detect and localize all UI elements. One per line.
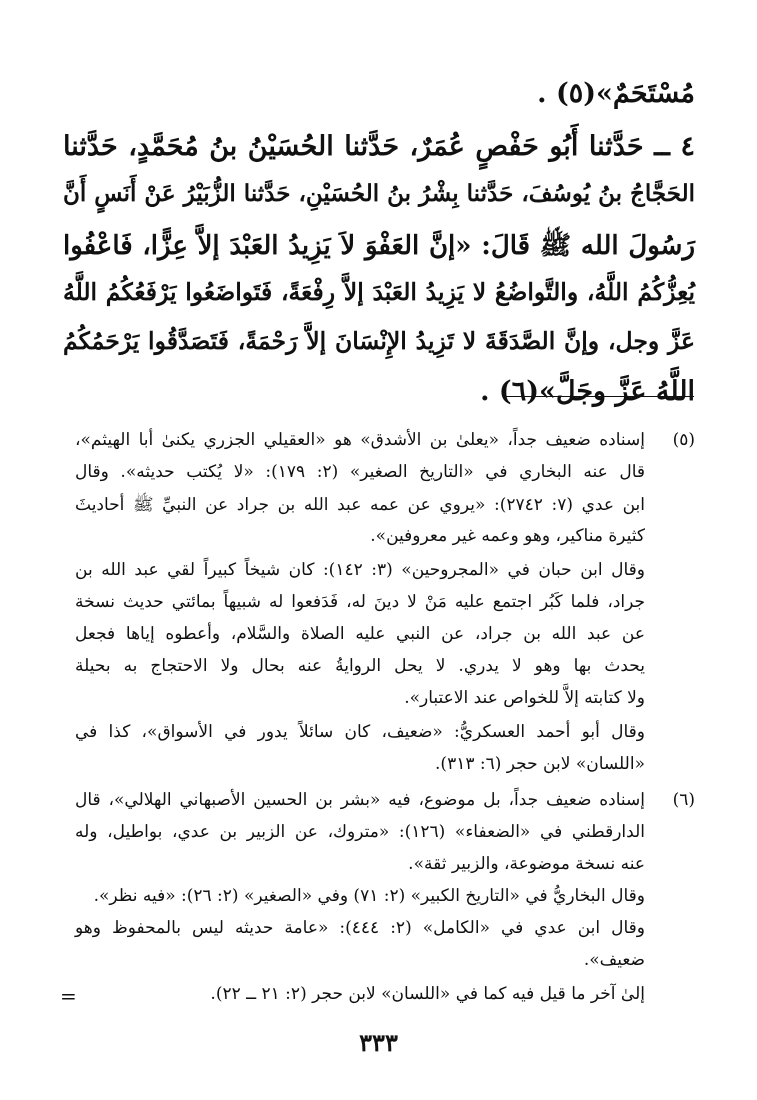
footnote-5-number: (٥) xyxy=(672,430,695,450)
footnote-6-line: عنه نسخة موضوعة، والزبير ثقة». xyxy=(408,854,645,874)
footnote-5-line: عن عبد الله بن جراد، عن النبي عليه الصلاة والسَّلام، وأعطوه إياها فجعل xyxy=(75,624,645,644)
footnote-5-line: وقال ابن حبان في «المجروحين» (٣: ١٤٢): كان شيخاً كبيراً لقي عبد الله بن xyxy=(75,560,645,580)
footnote-5-line: قال عنه البخاري في «التاريخ الصغير» (٢: ١٧٩): «لا يُكتب حديثه». وقال xyxy=(75,462,646,482)
footnote-5-line: يحدث بها وهو لا يدري. لا يحل الروايةُ عنه بحال ولا الاحتجاج به بحيلة xyxy=(75,656,645,676)
footnote-6-line: وقال ابن عدي في «الكامل» (٢: ٤٤٤): «عامة حديثه ليس بالمحفوظ وهو xyxy=(75,918,645,938)
footnote-5-line: ابن عدي (٧: ٢٧٤٢): «يروي عن عمه عبد الله بن جراد عن النبيِّ ﷺ أحاديثَ xyxy=(75,495,645,515)
main-text-line-6: اللَّهُ عَزَّ وجَلَّ»(٦) . xyxy=(480,376,695,407)
footnote-5-line: «اللسان» لابن حجر (٦: ٣١٣). xyxy=(435,754,645,774)
footnote-6-number: (٦) xyxy=(672,790,695,810)
footnote-5-line: ولا كتابته إلاَّ للخواص عند الاعتبار». xyxy=(404,688,645,708)
footnote-6-line: الدارقطني في «الضعفاء» (١٢٦): «متروك، عن الزبير بن عدي، بواطيل، وله xyxy=(75,822,645,842)
main-text-line-5: عَزَّ وجل، وإنَّ الصَّدَقَةَ لا تَزِيدُ الإِنْسَانَ إلاَّ رَحْمَةً، فَتَصَدَّقُوا يَرْحَمُكُمُ xyxy=(63,327,695,355)
footnote-6-line: إلىٰ آخر ما قيل فيه كما في «اللسان» لابن حجر (٢: ٢١ ــ ٢٢). xyxy=(210,984,645,1004)
footnote-5-line: كثيرة مناكير، وهو وعمه غير معروفين». xyxy=(370,526,645,546)
main-text-top-line: مُسْتَحَمٌ»(٥) . xyxy=(537,78,695,109)
main-text-line-1: ٤ ــ حَدَّثنا أَبُو حَفْصٍ عُمَرٌ، حَدَّثنا الحُسَيْنُ بنُ مُحَمَّدٍ، حَدَّثنا xyxy=(63,131,695,162)
footnote-separator xyxy=(504,396,694,397)
footnote-6-line: ضعيف». xyxy=(583,950,645,970)
main-text-line-3: رَسُولَ الله ﷺ قَالَ: «إنَّ العَفْوَ لاَ يَزِيدُ العَبْدَ إلاَّ عِزًّا، فَاعْفُوا xyxy=(63,231,695,261)
footnote-5-line: وقال أبو أحمد العسكريُّ: «ضعيف، كان سائلاً يدور في الأسواق»، كذا في xyxy=(75,722,645,742)
main-text-line-2: الحَجَّاجُ بنُ يُوسُفَ، حَدَّثنا بِشْرُ بنُ الحُسَيْنِ، حَدَّثنا الزُّبَيْرُ عَنْ أَنَسٍ أَنَّ xyxy=(63,180,695,207)
footnote-6-line: وقال البخاريُّ في «التاريخ الكبير» (٢: ٧١) وفي «الصغير» (٢: ٢٦): «فيه نظر». xyxy=(93,886,645,906)
footnote-5-line: جراد، فلما كَبُر اجتمع عليه مَنْ لا دينَ له، فَدَفعوا له شبيهاً بمائتي حديث نسخة xyxy=(75,592,645,612)
page-number: ٣٣٣ xyxy=(359,1028,398,1057)
main-text-line-4: يُعِزُّكُمُ اللَّهُ، والتَّواضُعُ لا يَزِيدُ العَبْدَ إلاَّ رِفْعَةً، فَتَواضَعُوا يَرْفَعُكُمُ اللَّهُ xyxy=(63,278,695,306)
footnote-5-line: إسناده ضعيف جداً، «يعلىٰ بن الأشدق» هو «العقيلي الجزري يكنىٰ أبا الهيثم»، xyxy=(75,430,645,450)
footnote-6-line: إسناده ضعيف جداً، بل موضوع، فيه «بشر بن الحسين الأصبهاني الهلالي»، قال xyxy=(75,790,645,810)
continuation-mark: = xyxy=(60,984,77,1008)
